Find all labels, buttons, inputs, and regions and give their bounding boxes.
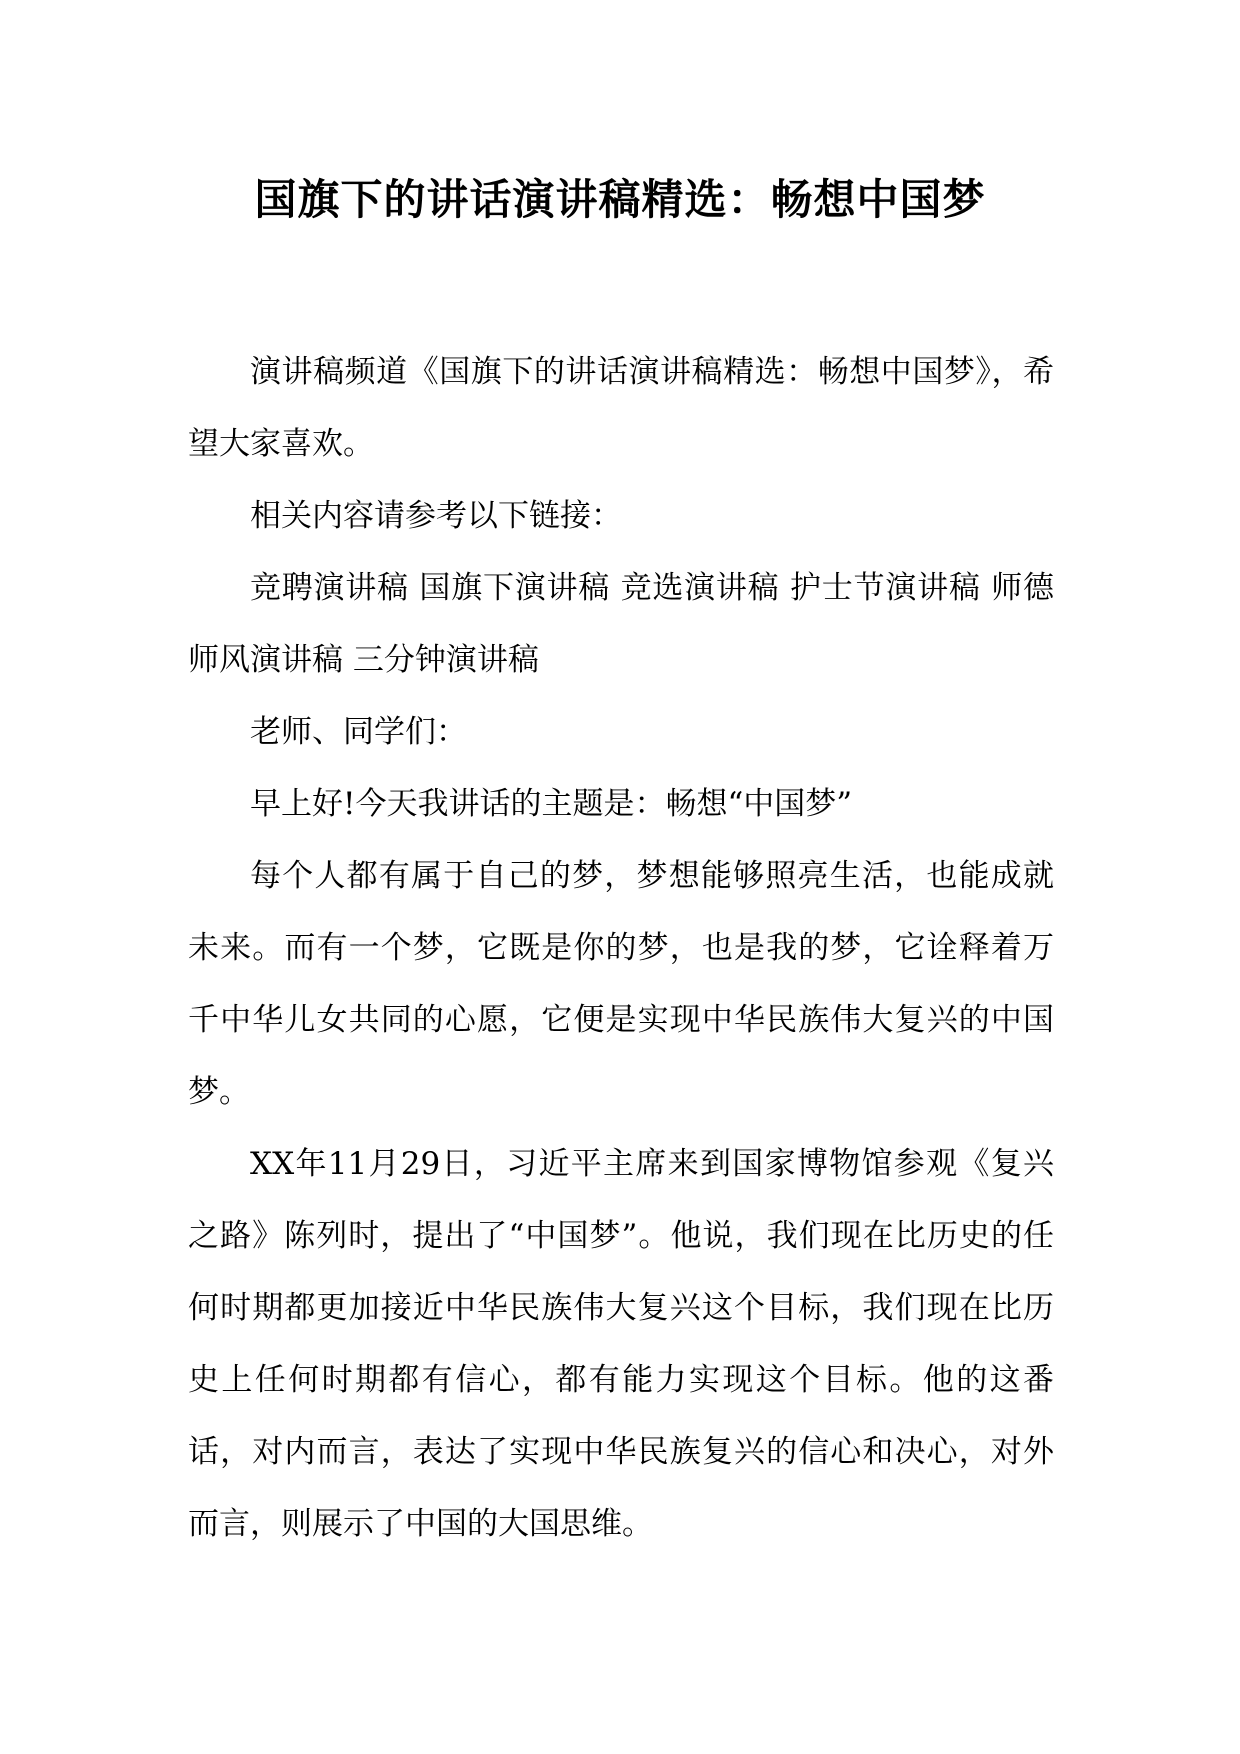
paragraph-salutation: 老师、同学们： [250,714,467,750]
paragraph-dream: 每个人都有属于自己的梦，梦想能够照亮生活，也能成就未来。而有一个梦，它既是你的梦，也是我的梦，它诠释着万千中华儿女共同的心愿，它便是实现中华民族伟大复兴的中国梦。 [188,858,1054,1110]
document-title: 国旗下的讲话演讲稿精选：畅想中国梦 [254,175,986,224]
paragraph-intro: 演讲稿频道《国旗下的讲话演讲稿精选：畅想中国梦》，希望大家喜欢。 [188,354,1054,462]
document-body [188,336,1054,1560]
paragraph-greeting: 早上好!今天我讲话的主题是：畅想“中国梦” [250,786,853,822]
paragraph-related-links: 竞聘演讲稿 国旗下演讲稿 竞选演讲稿 护士节演讲稿 师德师风演讲稿 三分钟演讲稿 [188,570,1054,678]
paragraph-related-links-label: 相关内容请参考以下链接： [250,498,622,534]
paragraph-history: XX年11月29日，习近平主席来到国家博物馆参观《复兴之路》陈列时，提出了“中国梦”。他说，我们现在比历史的任何时期都更加接近中华民族伟大复兴这个目标，我们现在比历史上任何时期都有信心，都有能力实现这个目标。他的这番话，对内而言，表达了实现中华民族复兴的信心和决心，对外而言，则展示了中国的大国思维。 [188,1146,1054,1542]
